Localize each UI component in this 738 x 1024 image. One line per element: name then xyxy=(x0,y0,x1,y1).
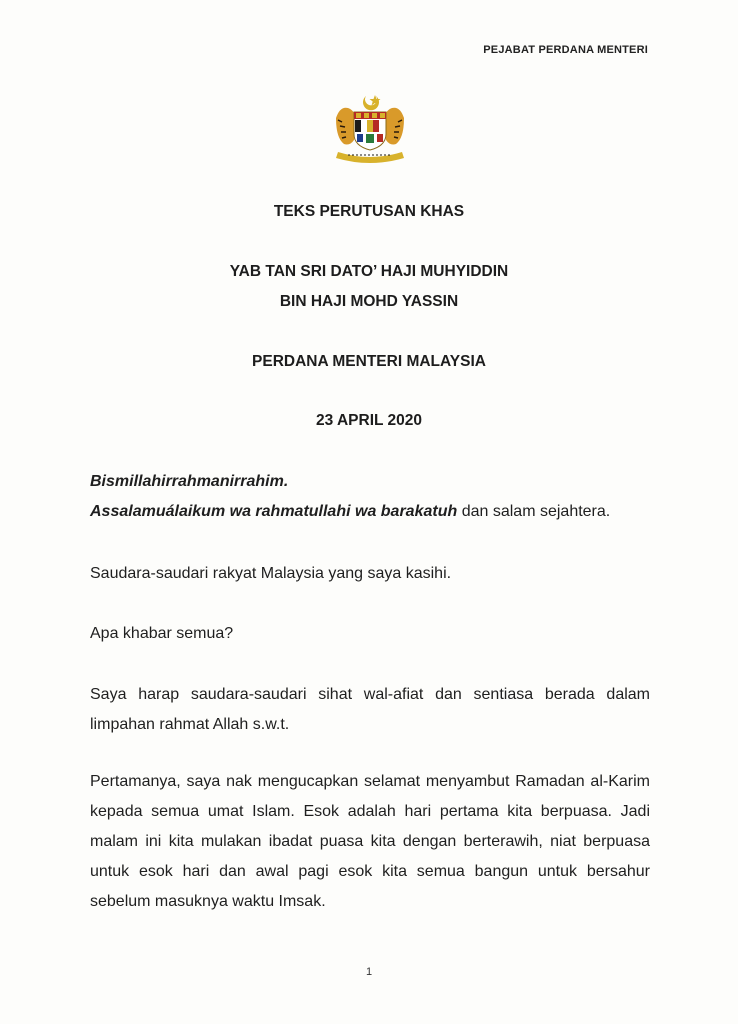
paragraph-3: Saya harap saudara-saudari sihat wal-afiat dan sentiasa berada dalam limpahan rahmat Allah s.w.t. xyxy=(90,686,650,733)
greeting-bismillah: Bismillahirrahmanirrahim. xyxy=(90,473,289,490)
office-header: PEJABAT PERDANA MENTERI xyxy=(483,44,648,56)
paragraph-2: Apa khabar semua? xyxy=(90,625,234,642)
document-date: 23 APRIL 2020 xyxy=(316,412,422,429)
speaker-position: PERDANA MENTERI MALAYSIA xyxy=(252,353,486,370)
page-number: 1 xyxy=(365,966,373,978)
paragraph-4: Pertamanya, saya nak mengucapkan selamat menyambut Ramadan al-Karim kepada semua umat Islam. Esok adalah hari pertama kita berpuasa. Jadi malam ini kita mulakan ibadat puasa kita dengan berterawih, niat berpuasa untuk esok hari dan awal pagi esok kita semua bangun untuk bersahur sebelum masuknya waktu Imsak. xyxy=(90,773,650,910)
greeting-salam-emphasis: Assalamuálaikum wa rahmatullahi wa barakatuh xyxy=(90,503,458,520)
greeting-salam xyxy=(90,497,650,527)
greeting-salam-rest: dan salam sejahtera. xyxy=(457,503,611,520)
paragraph-1: Saudara-saudari rakyat Malaysia yang saya kasihi. xyxy=(90,565,452,582)
coat-of-arms-icon xyxy=(328,92,412,164)
speaker-name-line2: BIN HAJI MOHD YASSIN xyxy=(279,293,459,310)
document-title: TEKS PERUTUSAN KHAS xyxy=(273,203,465,220)
greeting-block xyxy=(90,467,650,527)
speaker-name-line1: YAB TAN SRI DATO’ HAJI MUHYIDDIN xyxy=(229,263,509,280)
